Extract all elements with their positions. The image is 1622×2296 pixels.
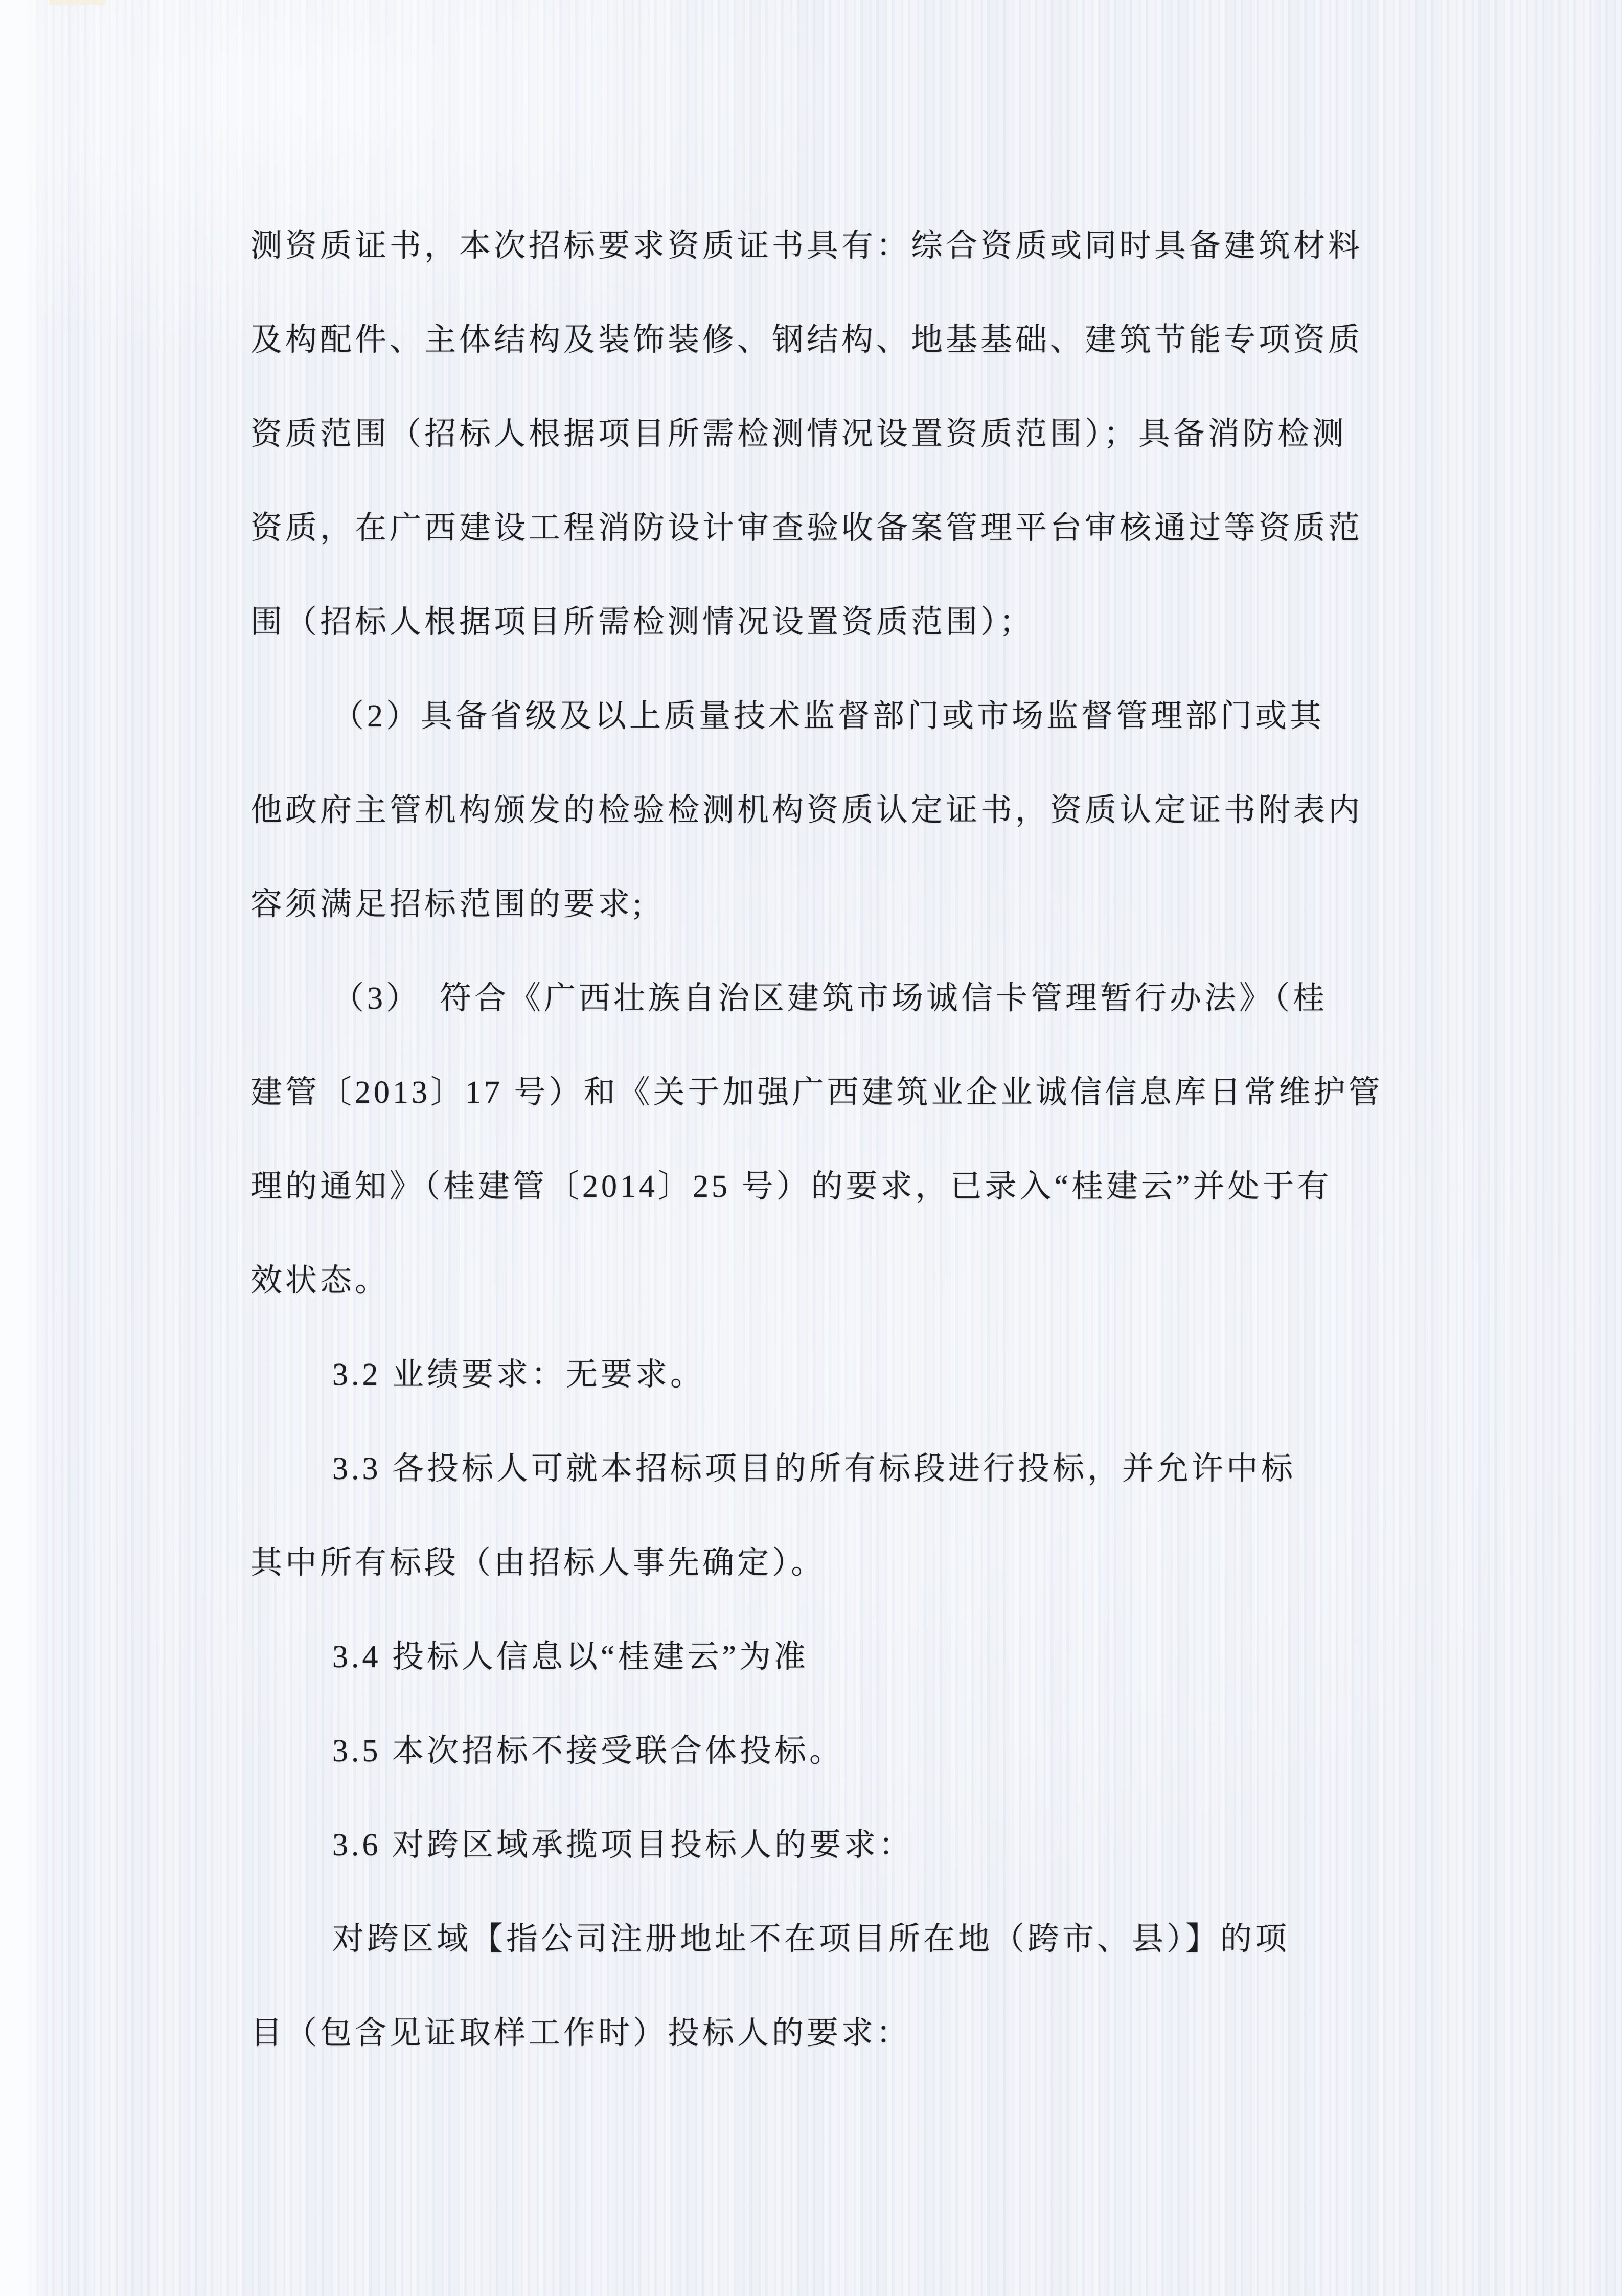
text-line: 围（招标人根据项目所需检测情况设置资质范围）； (250, 605, 1035, 640)
text-line: 资质，在广西建设工程消防设计审查验收备案管理平台审核通过等资质范 (250, 511, 1363, 545)
text-line: 测资质证书，本次招标要求资质证书具有：综合资质或同时具备建筑材料 (250, 229, 1363, 263)
scan-left-edge (0, 0, 45, 2296)
text-line: 3.3 各投标人可就本招标项目的所有标段进行投标，并允许中标 (332, 1451, 1296, 1486)
text-line: 他政府主管机构颁发的检验检测机构资质认定证书，资质认定证书附表内 (250, 793, 1363, 828)
text-line: 3.5 本次招标不接受联合体投标。 (332, 1734, 844, 1768)
text-line: （3） 符合《广西壮族自治区建筑市场诚信卡管理暂行办法》（桂 (332, 981, 1328, 1016)
text-line: 3.4 投标人信息以“桂建云”为准 (332, 1640, 809, 1674)
text-line: 效状态。 (250, 1263, 390, 1298)
text-line: 其中所有标段（由招标人事先确定）。 (250, 1545, 826, 1580)
text-line: 建管〔2013〕17 号）和《关于加强广西建筑业企业诚信信息库日常维护管 (250, 1075, 1383, 1110)
text-line: 3.2 业绩要求：无要求。 (332, 1357, 705, 1392)
text-line: （2）具备省级及以上质量技术监督部门或市场监督管理部门或其 (332, 699, 1325, 734)
scan-top-edge-artifact (49, 0, 105, 5)
text-line: 资质范围（招标人根据项目所需检测情况设置资质范围）；具备消防检测 (250, 417, 1347, 451)
document-text-block (250, 199, 1406, 2080)
text-line: 及构配件、主体结构及装饰装修、钢结构、地基基础、建筑节能专项资质 (250, 323, 1363, 357)
text-line: 理的通知》（桂建管〔2014〕25 号）的要求，已录入“桂建云”并处于有 (250, 1169, 1332, 1204)
text-line: 容须满足招标范围的要求; (250, 887, 645, 922)
text-line: 目（包含见证取样工作时）投标人的要求： (250, 2016, 911, 2051)
text-line: 对跨区域【指公司注册地址不在项目所在地（跨市、县）】的项 (332, 1922, 1290, 1957)
text-line: 3.6 对跨区域承揽项目投标人的要求： (332, 1828, 914, 1862)
